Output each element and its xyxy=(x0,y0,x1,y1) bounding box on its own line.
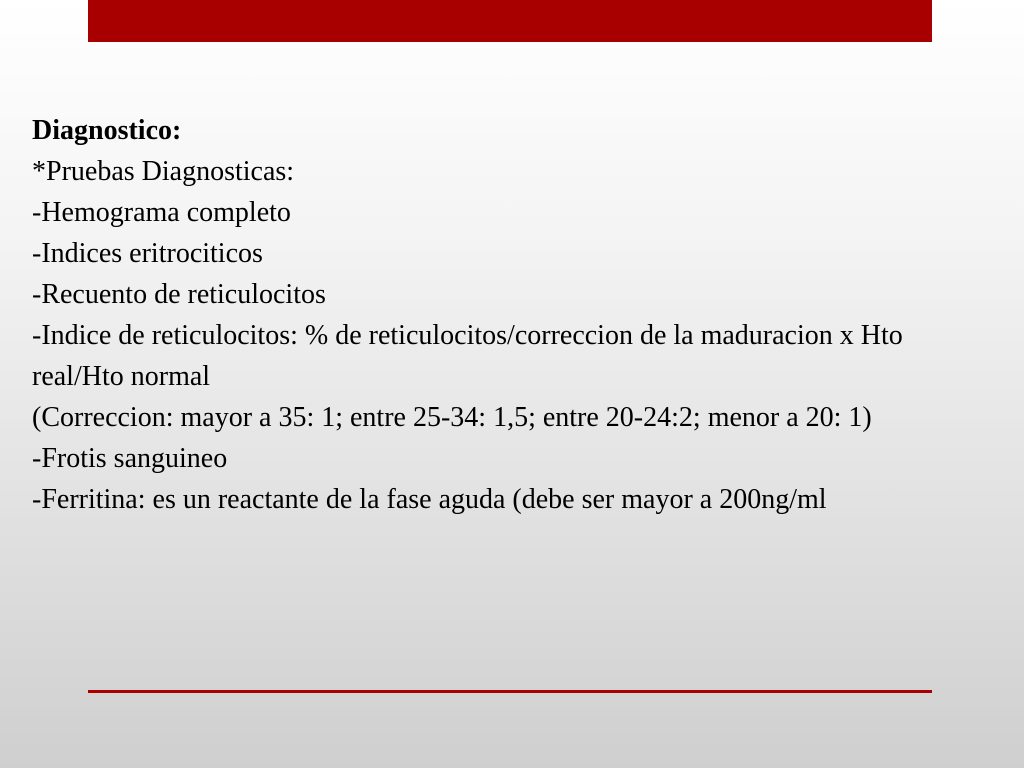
content-line-frotis: -Frotis sanguineo xyxy=(32,443,228,474)
slide-heading: Diagnostico: xyxy=(32,115,182,146)
content-line-ferritina: -Ferritina: es un reactante de la fase aguda (debe ser mayor a 200ng/ml xyxy=(32,484,827,515)
content-line-hemograma: -Hemograma completo xyxy=(32,197,291,228)
slide-content xyxy=(32,110,982,520)
content-line-recuento: -Recuento de reticulocitos xyxy=(32,279,326,310)
content-line-correccion: (Correccion: mayor a 35: 1; entre 25-34: 1,5; entre 20-24:2; menor a 20: 1) xyxy=(32,402,872,433)
content-line-indices: -Indices eritrociticos xyxy=(32,238,263,269)
content-line-indice-reticulocitos: -Indice de reticulocitos: % de reticulocitos/correccion de la maduracion x Hto real/Hto normal xyxy=(32,320,903,392)
content-line-pruebas: *Pruebas Diagnosticas: xyxy=(32,156,295,187)
top-accent-bar xyxy=(88,0,932,42)
bottom-accent-rule xyxy=(88,690,932,693)
